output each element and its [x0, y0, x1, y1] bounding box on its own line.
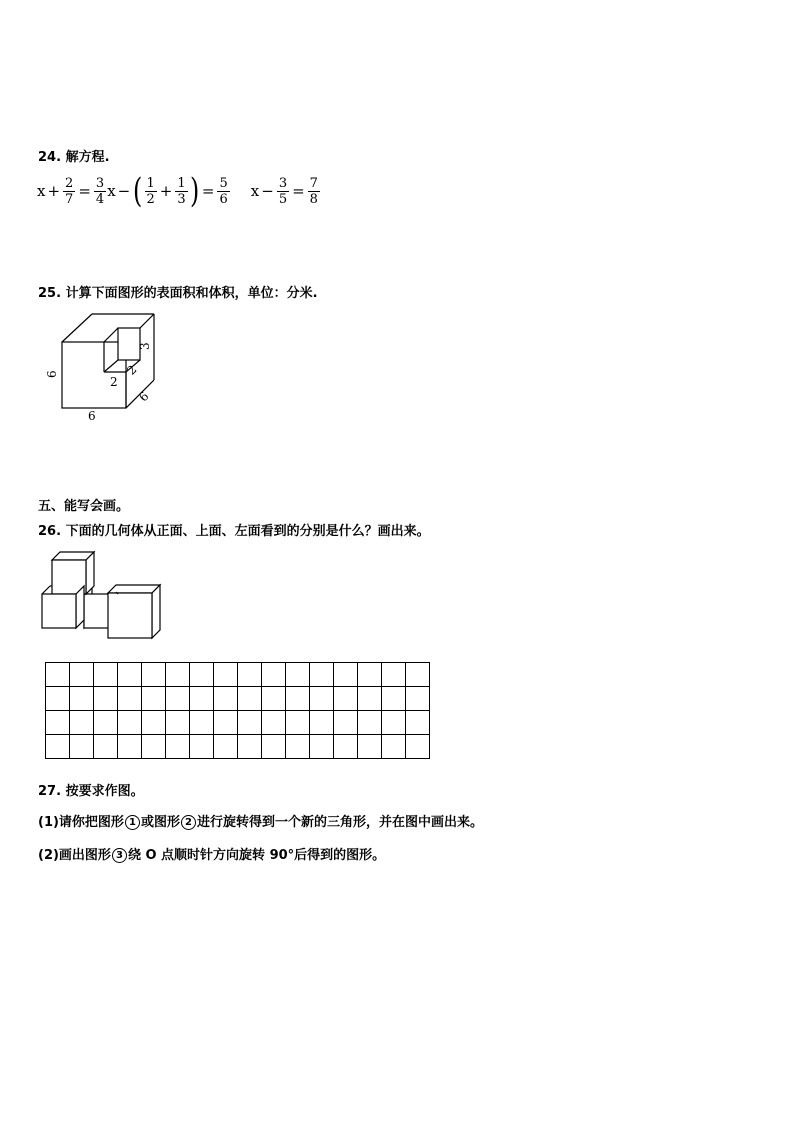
grid-cell[interactable]	[334, 687, 358, 711]
label-notch-depth: 2	[124, 362, 140, 378]
label-notch-height: 3	[138, 342, 152, 350]
eq1-lparen: (	[133, 171, 143, 211]
grid-cell[interactable]	[214, 711, 238, 735]
q27-title: 按要求作图。	[65, 784, 144, 799]
q24-title: 解方程.	[65, 150, 110, 165]
grid-cell[interactable]	[118, 663, 142, 687]
grid-cell[interactable]	[190, 711, 214, 735]
circled-2: 2	[181, 815, 196, 830]
grid-cell[interactable]	[358, 687, 382, 711]
grid-cell[interactable]	[238, 711, 262, 735]
grid-cell[interactable]	[406, 687, 430, 711]
grid-cell[interactable]	[94, 663, 118, 687]
label-depth: 6	[136, 389, 152, 405]
circled-1: 1	[125, 815, 140, 830]
grid-cell[interactable]	[310, 735, 334, 759]
q26-heading	[38, 520, 430, 539]
eq1-frac-1: $\frac{2}{7}$	[65, 175, 74, 207]
grid-cell[interactable]	[118, 687, 142, 711]
q27-item2-suffix: 绕 O 点顺时针方向旋转 90°后得到的图形。	[127, 848, 386, 863]
eq1-frac-5: $\frac{5}{6}$	[219, 175, 228, 207]
grid-cell[interactable]	[94, 687, 118, 711]
grid-cell[interactable]	[286, 735, 310, 759]
eq2-frac-2: $\frac{7}{8}$	[309, 175, 318, 207]
grid-cell[interactable]	[70, 711, 94, 735]
grid-cell[interactable]	[214, 687, 238, 711]
grid-cell[interactable]	[46, 663, 70, 687]
grid-cell[interactable]	[214, 663, 238, 687]
grid-cell[interactable]	[262, 735, 286, 759]
grid-cell[interactable]	[286, 663, 310, 687]
q27-item2	[38, 844, 385, 863]
grid-cell[interactable]	[334, 711, 358, 735]
q27-item2-prefix: (2)画出图形	[38, 848, 111, 863]
grid-cell[interactable]	[262, 663, 286, 687]
q27-number: 27.	[38, 784, 62, 799]
grid-cell[interactable]	[190, 735, 214, 759]
grid-cell[interactable]	[406, 663, 430, 687]
q26-cube-figure	[40, 548, 164, 640]
grid-cell[interactable]	[286, 687, 310, 711]
grid-cell[interactable]	[358, 663, 382, 687]
grid-cell[interactable]	[70, 735, 94, 759]
grid-cell[interactable]	[166, 663, 190, 687]
grid-cell[interactable]	[382, 663, 406, 687]
eq1-frac-2: $\frac{3}{4}$	[95, 175, 105, 207]
grid-cell[interactable]	[142, 663, 166, 687]
grid-cell[interactable]	[262, 711, 286, 735]
circled-3: 3	[112, 848, 127, 863]
grid-cell[interactable]	[46, 687, 70, 711]
grid-cell[interactable]	[310, 663, 334, 687]
q27-item1-suffix: 进行旋转得到一个新的三角形，并在图中画出来。	[196, 815, 483, 830]
grid-cell[interactable]	[334, 663, 358, 687]
grid-cell[interactable]	[382, 735, 406, 759]
section5-title: 五、能写会画。	[38, 499, 130, 514]
q25-number: 25.	[38, 286, 62, 301]
q24-heading	[38, 146, 110, 165]
grid-cell[interactable]	[238, 735, 262, 759]
eq2-minus: −	[261, 182, 274, 200]
grid-cell[interactable]	[94, 735, 118, 759]
grid-cell[interactable]	[46, 735, 70, 759]
answer-grid-svg	[45, 662, 431, 760]
grid-cell[interactable]	[46, 711, 70, 735]
q24-number: 24.	[38, 150, 62, 165]
eq1-equals2: =	[201, 182, 215, 200]
grid-cell[interactable]	[142, 687, 166, 711]
grid-cell[interactable]	[190, 663, 214, 687]
grid-cell[interactable]	[310, 687, 334, 711]
eq1-frac-4: $\frac{1}{3}$	[177, 175, 186, 207]
grid-cell[interactable]	[334, 735, 358, 759]
grid-cell[interactable]	[70, 687, 94, 711]
q27-item1-mid: 或图形	[140, 815, 180, 830]
eq1-plus2: +	[159, 182, 173, 200]
label-height: 6	[45, 370, 59, 378]
eq1-equals: =	[78, 182, 91, 200]
grid-cell[interactable]	[166, 735, 190, 759]
grid-cell[interactable]	[238, 663, 262, 687]
eq2-equals: =	[292, 182, 305, 200]
eq2-x: x	[250, 182, 260, 200]
grid-cell[interactable]	[238, 687, 262, 711]
label-width: 6	[88, 409, 96, 423]
eq1-x2: x	[107, 182, 116, 200]
grid-cell[interactable]	[406, 735, 430, 759]
q25-heading	[38, 282, 318, 301]
eq1-rparen: )	[189, 171, 199, 211]
q27-item1-prefix: (1)请你把图形	[38, 815, 124, 830]
q27-heading	[38, 780, 144, 799]
eq1-minus: −	[117, 182, 131, 200]
q24-equations	[37, 170, 321, 212]
q25-solid-figure	[40, 308, 170, 426]
grid-cell[interactable]	[406, 711, 430, 735]
grid-cell[interactable]	[214, 735, 238, 759]
grid-cell[interactable]	[286, 711, 310, 735]
q25-title: 计算下面图形的表面积和体积，单位：分米.	[65, 286, 318, 301]
grid-cell[interactable]	[70, 663, 94, 687]
eq1-plus: +	[47, 182, 61, 200]
grid-cell[interactable]	[94, 711, 118, 735]
q26-title: 下面的几何体从正面、上面、左面看到的分别是什么？画出来。	[65, 524, 430, 539]
grid-cell[interactable]	[166, 711, 190, 735]
grid-cell[interactable]	[190, 687, 214, 711]
eq2-frac-1: $\frac{3}{5}$	[278, 175, 288, 207]
q26-answer-grid[interactable]	[45, 662, 431, 764]
grid-cell[interactable]	[166, 687, 190, 711]
eq1-x: x	[37, 182, 46, 200]
label-notch-width: 2	[110, 375, 118, 389]
grid-cell[interactable]	[262, 687, 286, 711]
grid-cell[interactable]	[118, 711, 142, 735]
grid-cell[interactable]	[358, 711, 382, 735]
q27-item1	[38, 811, 483, 830]
grid-cell[interactable]	[118, 735, 142, 759]
q26-number: 26.	[38, 524, 62, 539]
grid-cell[interactable]	[142, 735, 166, 759]
grid-cell[interactable]	[310, 711, 334, 735]
grid-cell[interactable]	[382, 687, 406, 711]
eq1-frac-3: $\frac{1}{2}$	[146, 175, 155, 207]
grid-cell[interactable]	[142, 711, 166, 735]
grid-cell[interactable]	[382, 711, 406, 735]
grid-cell[interactable]	[358, 735, 382, 759]
